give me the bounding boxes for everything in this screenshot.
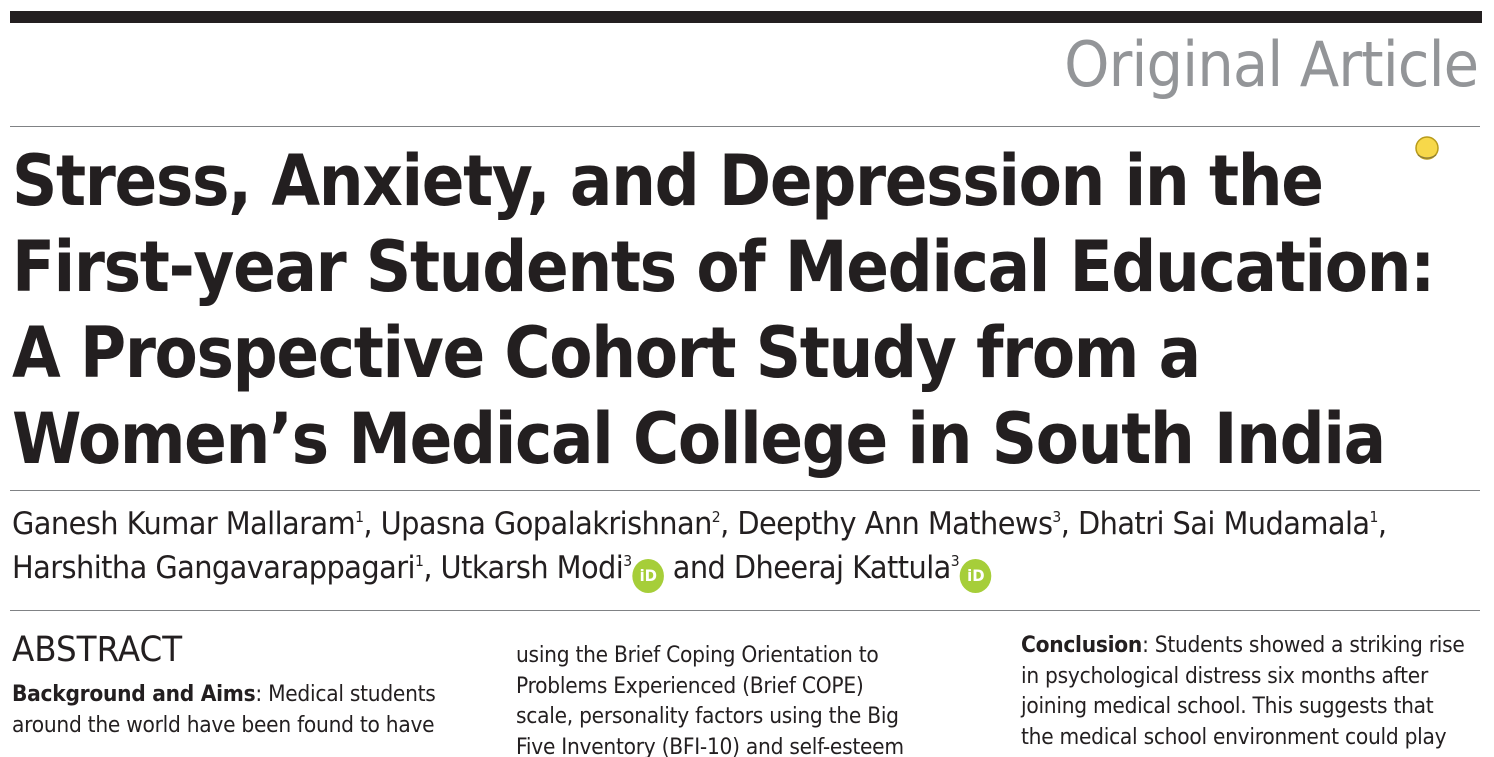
abstract-line: Five Inventory (BFI-10) and self-esteem [516,734,904,757]
rule-authors [10,610,1480,611]
affiliation-mark: 3 [1052,508,1061,526]
affiliation-mark: 1 [414,552,424,570]
author-separator: , [1060,506,1078,542]
author-name: Utkarsh Modi [440,550,624,586]
affiliation-mark: 1 [355,508,364,526]
author-separator: and [664,550,734,586]
author-name: Harshitha Gangavarappagari [12,550,415,586]
title-line: Women’s Medical College in South India [12,398,1385,480]
background-text: : Medical students [255,682,436,707]
author-line [12,502,1387,546]
abstract-line: Problems Experienced (Brief COPE) [516,673,864,699]
abstract-line: the medical school environment could play [1021,724,1447,750]
abstract-line: joining medical school. This suggests that [1021,694,1434,719]
author-separator: , [1377,506,1387,542]
abstract-column-1 [12,620,482,741]
abstract-line: in psychological distress six months after [1021,663,1429,689]
author-name: Ganesh Kumar Mallaram [12,506,356,542]
abstract-heading: ABSTRACT [12,630,183,670]
abstract-line: scale, personality factors using the Big [516,704,899,729]
title-line: A Prospective Cohort Study from a [12,312,1200,394]
orcid-icon[interactable]: iD [632,559,664,593]
author-separator: , [423,550,441,586]
article-title [12,138,1472,482]
abstract-line: using the Brief Coping Orientation to [516,643,879,668]
abstract-line: around the world have been found to have [12,712,435,738]
abstract-line [1021,631,1465,662]
header-bar [10,11,1482,23]
affiliation-mark: 1 [1369,508,1378,526]
author-list [12,502,1482,593]
title-line: Stress, Anxiety, and Depression in the [12,140,1323,222]
rule-title [10,490,1480,491]
affiliation-mark: 3 [623,552,632,570]
conclusion-text: : Students showed a striking rise [1142,633,1465,658]
abstract-column-3 [1021,631,1491,753]
author-name: Deepthy Ann Mathews [737,506,1053,542]
conclusion-label: Conclusion [1021,633,1143,658]
author-line [12,546,1379,593]
rule-top [10,126,1480,127]
author-separator: , [720,506,738,542]
abstract-column-2 [516,641,986,757]
title-line: First-year Students of Medical Education: [12,226,1434,308]
affiliation-mark: 3 [950,552,960,570]
orcid-icon[interactable]: iD [960,559,992,593]
annotation-note-icon[interactable] [1414,135,1440,161]
author-separator: , [363,506,381,542]
background-label: Background and Aims [12,682,256,707]
author-name: Dhatri Sai Mudamala [1077,506,1370,542]
author-name: Dheeraj Kattula [733,550,951,586]
abstract-line [12,680,444,711]
article-type-label: Original Article [1063,28,1478,101]
affiliation-mark: 2 [711,508,721,526]
author-name: Upasna Gopalakrishnan [380,506,712,542]
